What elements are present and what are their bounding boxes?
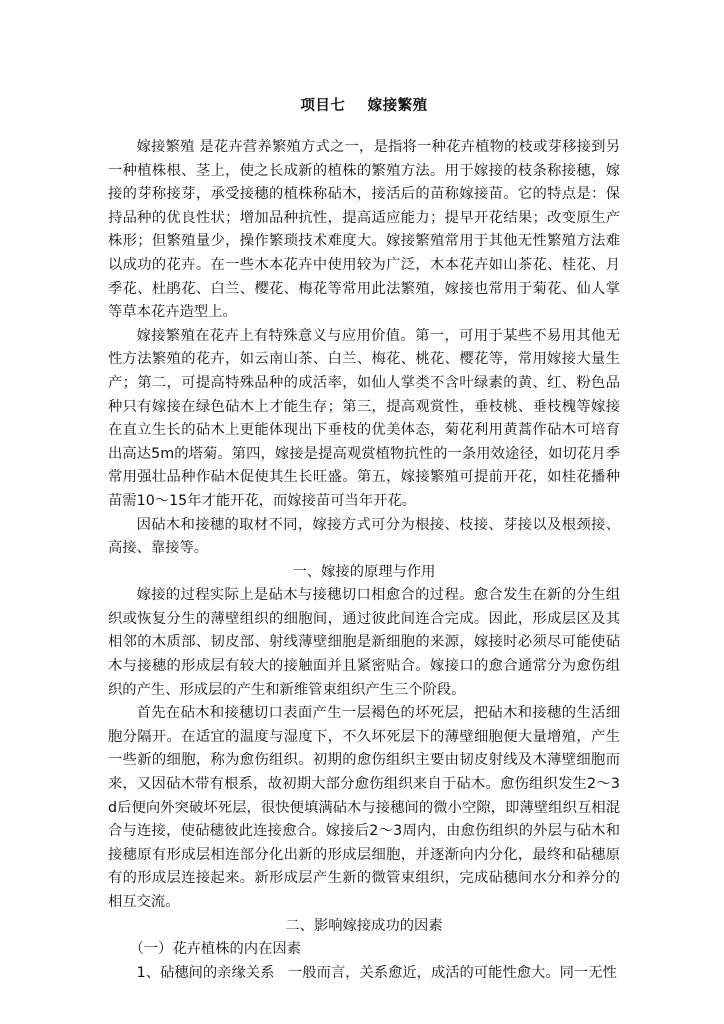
page-title: 项目七 嫁接繁殖 [300,98,428,114]
intro-paragraph-3: 因砧木和接穗的取材不同，嫁接方式可分为根接、枝接、芽接以及根颈接、高接、靠接等。 [108,516,620,557]
section1-paragraph-1: 嫁接的过程实际上是砧木与接穗切口相愈合的过程。愈合发生在新的分生组织或恢复分生的薄壁组织的细胞间，通过彼此间连合完成。因此，形成层区及其相邻的木质部、韧皮部、射线薄壁细胞是新细胞的来源，嫁接时必须尽可能使砧木与接穗的形成层有较大的接触面并且紧密贴合。嫁接口的愈合通常分为愈伤组织的产生、形成层的产生和新维管束组织产生三个阶段。 [108,587,620,698]
section1-paragraph-2: 首先在砧木和接穗切口表面产生一层褐色的坏死层，把砧木和接穗的生活细胞分隔开。在适宜的温度与湿度下，不久坏死层下的薄壁细胞便大量增殖，产生一些新的细胞，称为愈伤组织。初期的愈伤组织主要由韧皮射线及木薄壁细胞而来，又因砧木带有根系，故初期大部分愈伤组织来自于砧木。愈伤组织发生2～3d后便向外突破坏死层，很快便填满砧木与接穗间的微小空隙，即薄壁组织互相混合与连接，使砧穗彼此连接愈合。嫁接后2～3周内，由愈伤组织的外层与砧木和接穗原有形成层相连部分化出新的形成层细胞，并逐渐向内分化，最终和砧穗原有的形成层连接起来。新形成层产生新的微管束组织，完成砧穗间水分和养分的相互交流。 [108,705,620,910]
intro-paragraph-2: 嫁接繁殖在花卉上有特殊意义与应用价值。第一，可用于某些不易用其他无性方法繁殖的花卉，如云南山茶、白兰、梅花、桃花、樱花等，常用嫁接大量生产；第二，可提高特殊品种的成活率，如仙人掌类不含叶绿素的黄、红、粉色品种只有嫁接在绿色砧木上才能生存；第三，提高观赏性，垂枝桃、垂枝槐等嫁接在直立生长的砧木上更能体现出下垂枝的优美体态，菊花利用黄蒿作砧木可培育出高达5m的塔菊。第四，嫁接是提高观赏植物抗性的一条用效途径，如切花月季常用强壮品种作砧木促使其生长旺盛。第五，嫁接繁殖可提前开花，如桂花播种苗需10～15年才能开花，而嫁接苗可当年开花。 [108,327,620,509]
section-heading-2: 二、影响嫁接成功的因素 [285,917,443,934]
subsection-heading: （一）花卉植株的内在因素 [129,941,301,958]
intro-paragraph-1: 嫁接繁殖 是花卉营养繁殖方式之一，是指将一种花卉植物的枝或芽移接到另一种植株根、茎上，使之长成新的植株的繁殖方法。用于嫁接的枝条称接穗，嫁接的芽称接芽，承受接穗的植株称砧木，接活后的苗称嫁接苗。它的特点是：保持品种的优良性状；增加品种抗性，提高适应能力；提早开花结果；改变原生产株形；但繁殖量少，操作繁琐技术难度大。嫁接繁殖常用于其他无性繁殖方法难以成功的花卉。在一些木本花卉中使用较为广泛，木本花卉如山茶花、桂花、月季花、杜鹃花、白兰、樱花、梅花等常用此法繁殖，嫁接也常用于菊花、仙人掌等草本花卉造型上。 [108,139,620,321]
section2-paragraph-1: 1、砧穗间的亲缘关系 一般而言，关系愈近，成活的可能性愈大。同一无性 [136,964,617,981]
section-heading-1: 一、嫁接的原理与作用 [292,563,436,580]
